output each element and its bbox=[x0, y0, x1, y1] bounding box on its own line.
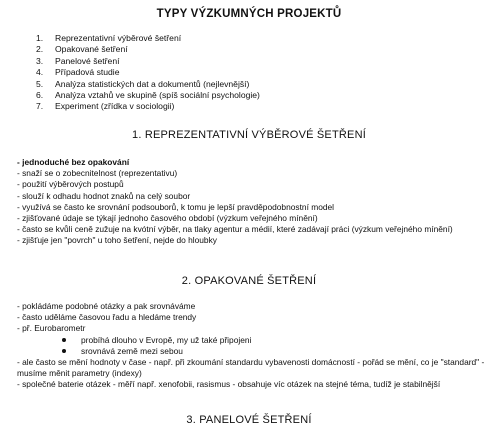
sub-list-item bbox=[17, 346, 487, 357]
section-body-1 bbox=[17, 157, 487, 247]
toc-item bbox=[36, 90, 260, 101]
toc-item bbox=[36, 33, 260, 44]
toc-text: Experiment (zřídka v sociologii) bbox=[55, 101, 175, 112]
toc-number: 7. bbox=[36, 101, 44, 112]
page-title: TYPY VÝZKUMNÝCH PROJEKTŮ bbox=[156, 8, 342, 20]
toc-text: Případová studie bbox=[55, 67, 120, 78]
toc-text: Panelové šetření bbox=[55, 55, 120, 66]
bullet-icon bbox=[62, 349, 66, 353]
section-line: - využívá se často ke srovnání podsouborů, k tomu je lepší pravděpodobnostní model bbox=[17, 201, 335, 212]
table-of-contents bbox=[36, 33, 260, 113]
toc-number: 4. bbox=[36, 67, 44, 78]
toc-number: 2. bbox=[36, 44, 44, 55]
toc-number: 3. bbox=[36, 55, 44, 66]
section-line: - často uděláme časovou řadu a hledáme trendy bbox=[17, 312, 197, 323]
section-heading-1: 1. REPREZENTATIVNÍ VÝBĚROVÉ ŠETŘENÍ bbox=[132, 129, 366, 141]
section-heading-2: 2. OPAKOVANÉ ŠETŘENÍ bbox=[181, 275, 317, 287]
bullet-icon bbox=[62, 338, 66, 342]
section-line: - zjišťuje jen "povrch" u toho šetření, nejde do hloubky bbox=[17, 235, 217, 246]
sub-list-item bbox=[17, 335, 487, 346]
toc-text: Analýza statistických dat a dokumentů (nejlevnější) bbox=[55, 78, 250, 89]
section-line: - pokládáme podobné otázky a pak srovnáváme bbox=[17, 301, 196, 311]
section-line: - zjišťované údaje se týkají jednoho časového období (výzkum veřejného mínění) bbox=[17, 213, 318, 224]
section-line: - slouží k odhadu hodnot znaků na celý soubor bbox=[17, 190, 191, 201]
section-line: - společné baterie otázek - měří např. xenofobii, rasismus - obsahuje víc otázek na stejné téma, tudíž je stabilnější bbox=[17, 379, 441, 390]
toc-text: Opakované šetření bbox=[55, 44, 128, 55]
toc-item bbox=[36, 56, 260, 67]
sub-item-text: probíhá dlouho v Evropě, my už také připojeni bbox=[81, 334, 252, 345]
toc-item bbox=[36, 101, 260, 112]
toc-item bbox=[36, 67, 260, 78]
toc-item bbox=[36, 79, 260, 90]
section-heading-3: 3. PANELOVÉ ŠETŘENÍ bbox=[186, 414, 312, 426]
section-line: - jednoduché bez opakování bbox=[17, 157, 130, 167]
toc-item bbox=[36, 44, 260, 55]
toc-text: Reprezentativní výběrové šetření bbox=[55, 33, 182, 43]
section-line: - př. Eurobarometr bbox=[17, 323, 86, 334]
toc-number: 6. bbox=[36, 90, 44, 101]
section-line: - ale často se mění hodnoty v čase - např. při zkoumání standardu vybavenosti domácností - pořád se mění, co je "standard" - musíme měnit parametry (indexy) bbox=[17, 357, 485, 379]
section-line: - snaží se o zobecnitelnost (reprezentativu) bbox=[17, 168, 178, 179]
toc-number: 1. bbox=[36, 33, 44, 43]
section-body-2 bbox=[17, 301, 487, 391]
toc-number: 5. bbox=[36, 78, 44, 89]
section-line: - použití výběrových postupů bbox=[17, 179, 124, 190]
toc-text: Analýza vztahů ve skupině (spíš sociální psychologie) bbox=[55, 90, 260, 101]
section-line: - často se kvůli ceně zužuje na kvótní výběr, na tlaky agentur a médií, které zadávají práci (výzkum veřejného mínění) bbox=[17, 224, 453, 235]
sub-item-text: srovnává země mezi sebou bbox=[81, 345, 183, 356]
